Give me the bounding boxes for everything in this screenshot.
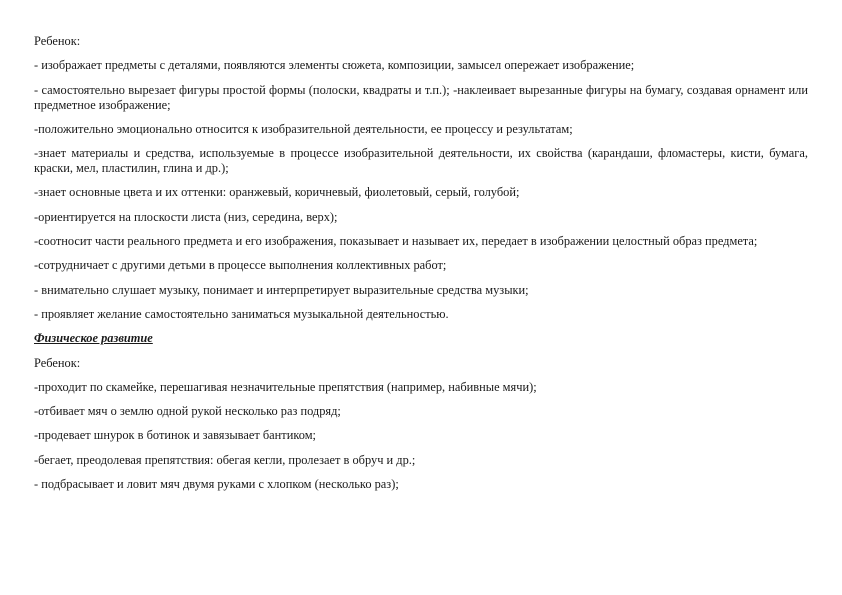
paragraph-ball-catching: - подбрасывает и ловит мяч двумя руками с хлопком (несколько раз); — [34, 477, 399, 492]
document-body — [34, 34, 808, 501]
paragraph-cooperates: -сотрудничает с другими детьми в процессе выполнения коллективных работ; — [34, 258, 447, 273]
paragraph-sheet-orientation: -ориентируется на плоскости листа (низ, середина, верх); — [34, 209, 338, 224]
paragraph-shoelace: -продевает шнурок в ботинок и завязывает бантиком; — [34, 428, 316, 443]
paragraph-listens-music: - внимательно слушает музыку, понимает и интерпретирует выразительные средства музыки; — [34, 282, 529, 297]
paragraph-cuts-shapes: - самостоятельно вырезает фигуры простой формы (полоски, квадраты и т.п.); -наклеивает вырезанные фигуры на бумагу, создавая орнамент или предметное изображение; — [34, 82, 808, 112]
paragraph-knows-colors: -знает основные цвета и их оттенки: оранжевый, коричневый, фиолетовый, серый, голубой; — [34, 185, 520, 200]
paragraph-music-activity: - проявляет желание самостоятельно заниматься музыкальной деятельностью. — [34, 306, 449, 321]
section-heading-physical: Физическое развитие — [34, 331, 153, 346]
paragraph-child-label-physical: Ребенок: — [34, 355, 81, 370]
paragraph-child-label: Ребенок: — [34, 34, 81, 48]
paragraph-obstacle-running: -бегает, преодолевая препятствия: обегая кегли, пролезает в обруч и др.; — [34, 452, 416, 467]
paragraph-ball-bouncing: -отбивает мяч о землю одной рукой несколько раз подряд; — [34, 404, 341, 419]
paragraph-draws-objects: - изображает предметы с деталями, появляются элементы сюжета, композиции, замысел опережает изображение; — [34, 58, 635, 73]
paragraph-bench-walking: -проходит по скамейке, перешагивая незначительные препятствия (например, набивные мячи); — [34, 379, 537, 394]
paragraph-object-parts: -соотносит части реального предмета и его изображения, показывает и называет их, передает в изображении целостный образ предмета; — [34, 234, 758, 249]
paragraph-positive-attitude: -положительно эмоционально относится к изобразительной деятельности, ее процессу и результатам; — [34, 121, 573, 136]
paragraph-knows-materials: -знает материалы и средства, используемые в процессе изобразительной деятельности, их свойства (карандаши, фломастеры, кисти, бумага, краски, мел, пластилин, глина и др.); — [34, 146, 808, 176]
